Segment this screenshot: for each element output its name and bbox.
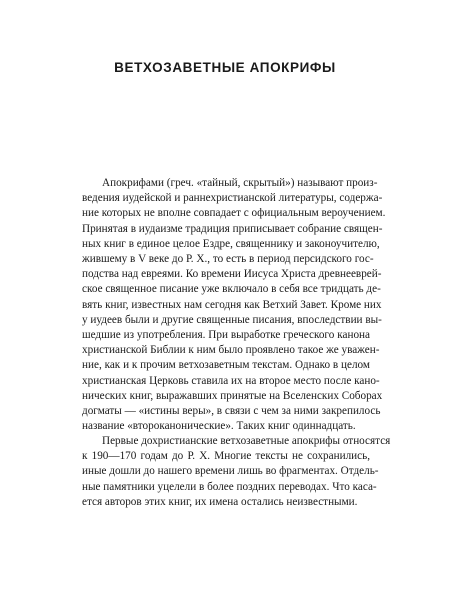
paragraph-line: ние, как и к прочим ветхозаветным текстам. Однако в целом — [82, 359, 370, 372]
paragraph-line: христианской Библии к ним было проявлено такое же уважен- — [82, 344, 380, 357]
paragraph-line: ское священное писание уже включало в себя все тридцать де- — [82, 283, 381, 296]
paragraph-line: ные памятники уцелели в более поздних переводах. Что каса- — [82, 480, 377, 493]
paragraph-1 — [82, 176, 386, 434]
paragraph-line: Апокрифами (греч. «тайный, скрытый») называют произ- — [102, 177, 378, 189]
paragraph-line: название «второканонические». Таких книг одиннадцать. — [82, 420, 356, 433]
paragraph-line: ется авторов этих книг, их имена остались неизвестными. — [82, 495, 358, 508]
paragraph-line: ных книг в единое целое Ездре, священнику и законоучителю, — [82, 237, 380, 250]
paragraph-line: шедшие из употребления. При выработке греческого канона — [82, 329, 370, 342]
paragraph-line: ведения иудейской и раннехристианской литературы, содержа- — [82, 192, 383, 205]
paragraph-line: ние которых не вполне совпадает с официальным вероучением. — [82, 207, 386, 220]
paragraph-line: подства над евреями. Ко времени Иисуса Христа древнееврей- — [82, 268, 382, 281]
paragraph-2 — [82, 434, 391, 510]
paragraph-line: догматы — «истины веры», в связи с чем за ними закрепилось — [82, 405, 381, 418]
paragraph-line: к 190—170 годам до Р. Х. Многие тексты не сохранились, — [82, 450, 370, 463]
paragraph-line: христианская Церковь ставила их на второе место после кано- — [82, 374, 380, 387]
page-title: ВЕТХОЗАВЕТНЫЕ АПОКРИФЫ — [114, 60, 336, 75]
paragraph-line: иные дошли до нашего времени лишь во фрагментах. Отдель- — [82, 465, 379, 478]
paragraph-line: Принятая в иудаизме традиция приписывает собрание священ- — [82, 222, 383, 235]
paragraph-line: жившему в V веке до Р. Х., то есть в период персидского гос- — [82, 253, 374, 266]
paragraph-line: нических книг, выражавших принятые на Вселенских Соборах — [82, 389, 383, 402]
paragraph-line: у иудеев были и другие священные писания, впоследствии вы- — [82, 313, 382, 326]
paragraph-line: вять книг, известных нам сегодня как Ветхий Завет. Кроме них — [82, 298, 382, 311]
paragraph-line: Первые дохристианские ветхозаветные апокрифы относятся — [102, 435, 391, 447]
